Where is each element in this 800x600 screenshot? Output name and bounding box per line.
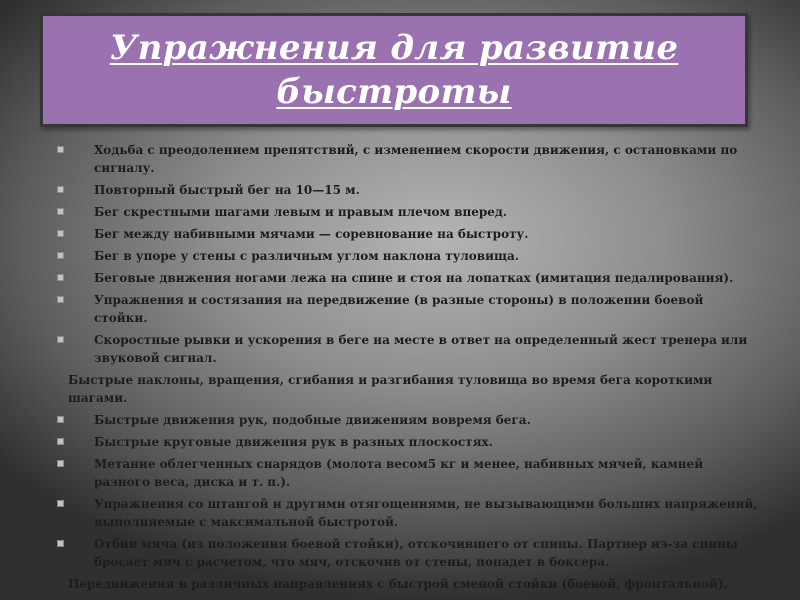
list-item <box>0 203 800 221</box>
list-item-text: Беговые движения ногами лежа на спине и стоя на лопатках (имитация педалирования). <box>94 271 734 285</box>
bullet-icon <box>57 208 64 215</box>
list-item <box>0 181 800 199</box>
list-item-text: Быстрые наклоны, вращения, сгибания и разгибания туловища во время бега короткими шагами. <box>68 373 713 405</box>
list-item <box>0 331 800 367</box>
list-item-text: Отбив мяча (из положения боевой стойки), отскочившего от спины. Партнер из-за спины бросает мяч с расчетом, что мяч, отскочив от стены, попадет в боксера. <box>94 537 738 569</box>
list-item-text: Быстрые круговые движения рук в разных плоскостях. <box>94 435 493 449</box>
slide-title: Упражнения для развитие быстроты <box>109 28 679 112</box>
bullet-icon <box>57 460 64 467</box>
list-item-text: Быстрые движения рук, подобные движениям вовремя бега. <box>94 413 531 427</box>
list-item <box>0 269 800 287</box>
list-item-text: Повторный быстрый бег на 10—15 м. <box>94 183 360 197</box>
bullet-icon <box>57 500 64 507</box>
bullet-icon <box>57 146 64 153</box>
bullet-icon <box>57 230 64 237</box>
bullet-icon <box>57 336 64 343</box>
bullet-icon <box>57 296 64 303</box>
list-item-text: Упражнения со штангой и другими отягощениями, не вызывающими больших напряжений, выполняемые с максимальной быстротой. <box>94 497 758 529</box>
list-item <box>0 495 800 531</box>
title-box <box>40 13 748 127</box>
list-item-text: Метание облегченных снарядов (молота весом5 кг и менее, набивных мячей, камней разного веса, диска и т. п.). <box>94 457 704 489</box>
bullet-icon <box>57 540 64 547</box>
list-item-text: Бег в упоре у стены с различным углом наклона туловища. <box>94 249 519 263</box>
list-item-text: Скоростные рывки и ускорения в беге на месте в ответ на определенный жест тренера или звуковой сигнал. <box>94 333 748 365</box>
list-item-text: Бег скрестными шагами левым и правым плечом вперед. <box>94 205 508 219</box>
bullet-icon <box>57 252 64 259</box>
bullet-icon <box>57 438 64 445</box>
list-item <box>0 291 800 327</box>
list-item <box>0 433 800 451</box>
list-item <box>0 225 800 243</box>
list-item <box>0 141 800 177</box>
list-item <box>0 455 800 491</box>
list-item-text: Бег между набивными мячами — соревнование на быстроту. <box>94 227 529 241</box>
bullet-icon <box>57 186 64 193</box>
bullet-list <box>0 141 800 600</box>
list-item <box>0 371 800 407</box>
bullet-icon <box>57 416 64 423</box>
list-item <box>0 247 800 265</box>
list-item <box>0 535 800 571</box>
list-item-text: Передвижения в различных направлениях с быстрой сменой стойки (боевой, фронтальной). <box>68 577 728 591</box>
list-item <box>0 411 800 429</box>
list-item-text: Ходьба с преодолением препятствий, с изменением скорости движения, с остановками по сигналу. <box>94 143 738 175</box>
bullet-icon <box>57 274 64 281</box>
list-item <box>0 575 800 593</box>
list-item-text: Упражнения и состязания на передвижение (в разные стороны) в положении боевой стойки. <box>94 293 704 325</box>
